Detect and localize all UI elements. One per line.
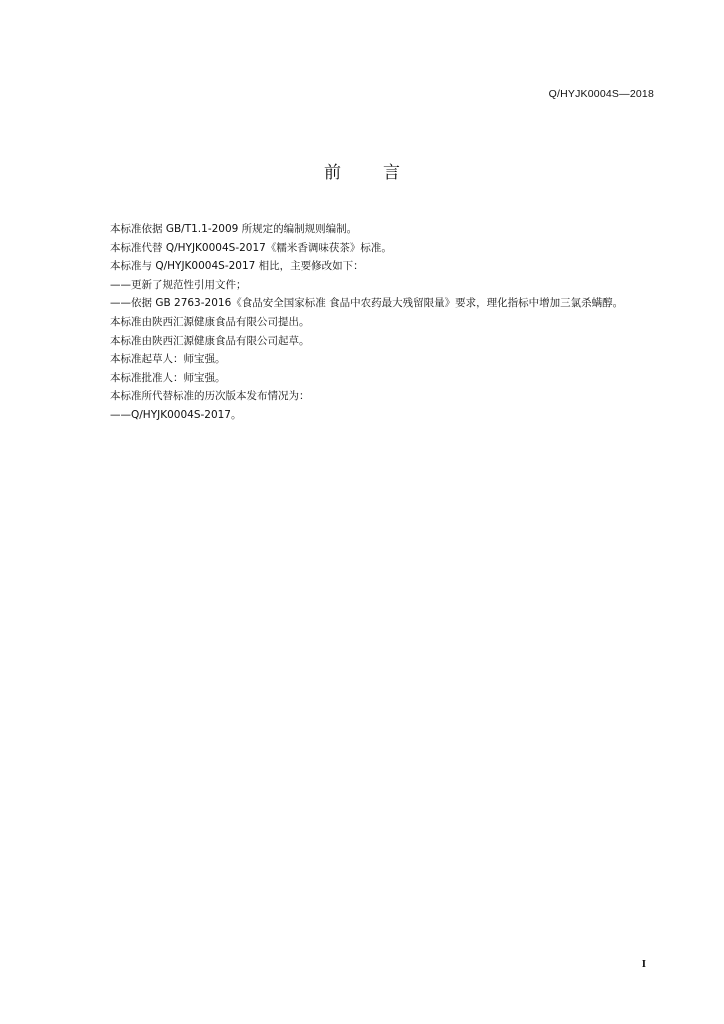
paragraph-changes-intro: 本标准与 Q/HYJK0004S-2017 相比，主要修改如下：	[110, 260, 364, 273]
paragraph-history-item: ——Q/HYJK0004S-2017。	[110, 408, 242, 421]
page-title: 前言	[324, 163, 442, 183]
paragraph-history-intro: 本标准所代替标准的历次版本发布情况为：	[110, 390, 310, 403]
paragraph-change-2: ——依据 GB 2763-2016《食品安全国家标准 食品中农药最大残留限量》要求，理化指标中增加三氯杀螨醇。	[110, 297, 624, 310]
paragraph-approver: 本标准批准人：师宝强。	[110, 371, 226, 384]
paragraph-drafting-rules: 本标准依据 GB/T1.1-2009 所规定的编制规则编制。	[110, 223, 358, 235]
paragraph-proposed-by: 本标准由陕西汇源健康食品有限公司提出。	[110, 315, 310, 328]
paragraph-replaces: 本标准代替 Q/HYJK0004S-2017《糯米香调味茯茶》标准。	[110, 241, 392, 254]
page-number: I	[641, 958, 646, 970]
paragraph-drafted-by: 本标准由陕西汇源健康食品有限公司起草。	[110, 334, 310, 347]
paragraph-change-1: ——更新了规范性引用文件；	[110, 278, 247, 291]
paragraph-drafter: 本标准起草人：师宝强。	[110, 353, 226, 366]
standard-code: Q/HYJK0004S—2018	[548, 88, 654, 100]
foreword-body	[88, 220, 660, 425]
